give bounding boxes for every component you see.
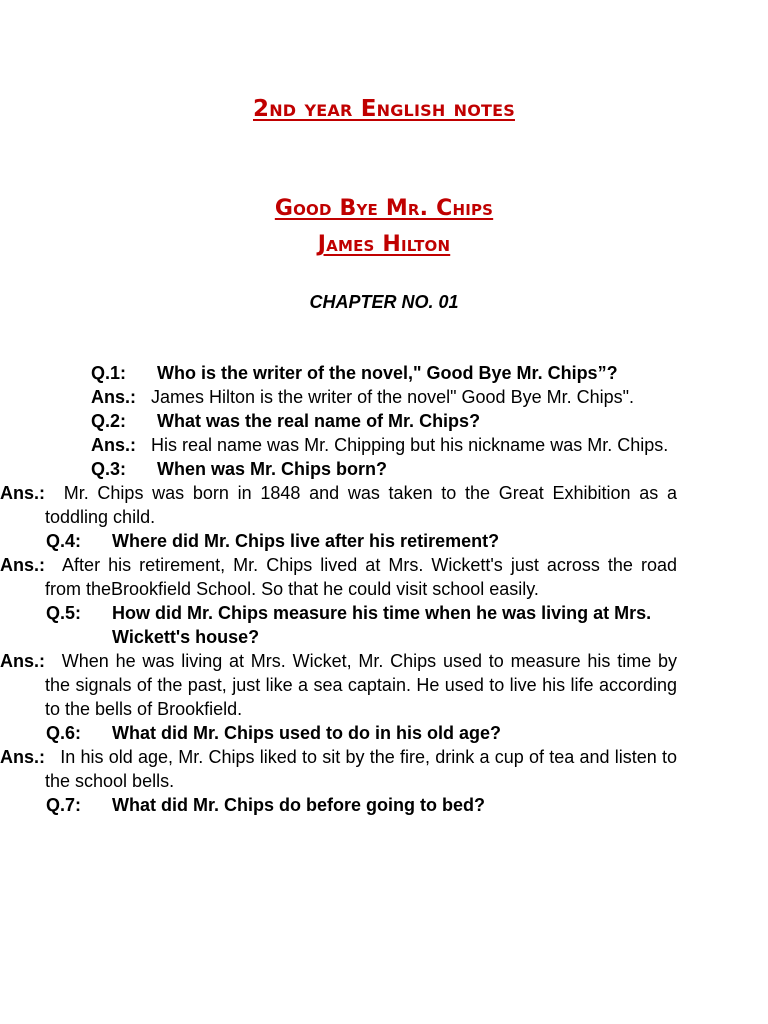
answer-text: James Hilton is the writer of the novel" Good Bye Mr. Chips". [151, 387, 634, 407]
question-label: Q.6: [46, 723, 82, 743]
question-label: Q.5: [46, 603, 82, 623]
answer-label: Ans.: [0, 651, 45, 671]
question-text: When was Mr. Chips born? [157, 459, 388, 479]
chapter-heading: CHAPTER NO. 01 [309, 292, 459, 312]
answer-4 [0, 553, 768, 601]
question-answer-list [0, 361, 768, 817]
answer-label: Ans.: [0, 555, 45, 575]
question-label: Q.2: [91, 411, 127, 431]
question-label: Q.7: [46, 795, 82, 815]
answer-text: His real name was Mr. Chipping but his nickname was Mr. Chips. [151, 435, 669, 455]
answer-text: In his old age, Mr. Chips liked to sit by the fire, drink a cup of tea and listen to the school bells. [45, 747, 677, 791]
question-5 [0, 601, 768, 649]
question-label: Q.4: [46, 531, 82, 551]
question-text: Where did Mr. Chips live after his retirement? [112, 531, 500, 551]
answer-5 [0, 649, 768, 721]
answer-text: Mr. Chips was born in 1848 and was taken to the Great Exhibition as a toddling child. [45, 483, 677, 527]
answer-2 [0, 433, 768, 457]
question-3 [0, 457, 768, 481]
answer-text: After his retirement, Mr. Chips lived at Mrs. Wickett's just across the road from theBrookfield School. So that he could visit school easily. [45, 555, 677, 599]
novel-author: James Hilton [317, 232, 451, 257]
question-label: Q.1: [91, 363, 127, 383]
answer-6 [0, 745, 768, 793]
answer-label: Ans.: [0, 483, 45, 503]
novel-title: Good Bye Mr. Chips [274, 196, 494, 221]
answer-label: Ans.: [91, 435, 136, 455]
question-text: What did Mr. Chips used to do in his old age? [112, 723, 501, 743]
document-title: 2nd year English notes [253, 96, 515, 122]
answer-text: When he was living at Mrs. Wicket, Mr. Chips used to measure his time by the signals of the past, just like a sea captain. He used to live his life according to the bells of Brookfield. [45, 651, 677, 719]
answer-label: Ans.: [91, 387, 136, 407]
question-text: What did Mr. Chips do before going to bed? [112, 795, 485, 815]
question-text: How did Mr. Chips measure his time when he was living at Mrs. Wickett's house? [112, 603, 652, 647]
question-1 [0, 361, 768, 385]
question-4 [0, 529, 768, 553]
question-text: What was the real name of Mr. Chips? [157, 411, 481, 431]
question-6 [0, 721, 768, 745]
question-7 [0, 793, 768, 817]
question-label: Q.3: [91, 459, 127, 479]
question-2 [0, 409, 768, 433]
answer-1 [0, 385, 768, 409]
question-text: Who is the writer of the novel," Good Bye Mr. Chips”? [157, 363, 618, 383]
answer-label: Ans.: [0, 747, 45, 767]
answer-3 [0, 481, 768, 529]
